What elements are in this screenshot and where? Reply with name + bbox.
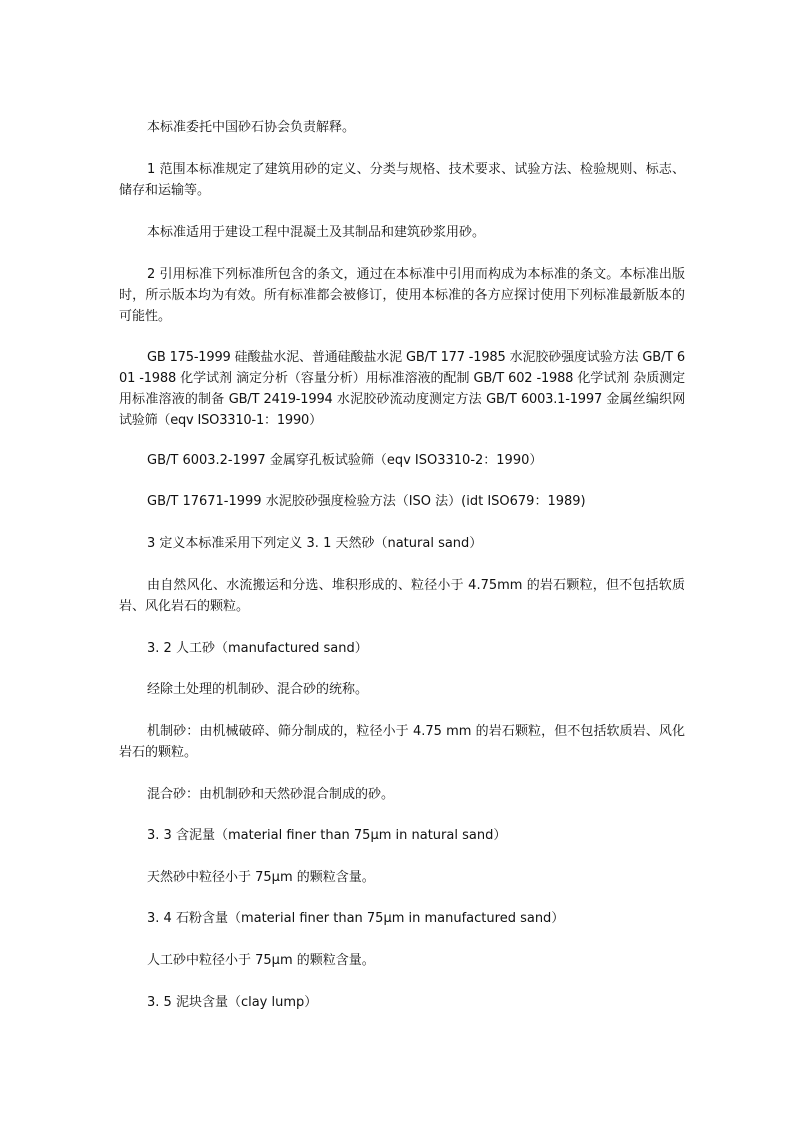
paragraph-stone-powder-desc: 人工砂中粒径小于 75μm 的颗粒含量。 [147,953,375,968]
paragraph-clay-lump-heading: 3. 5 泥块含量（clay lump） [147,995,318,1010]
paragraph-natural-sand-desc: 由自然风化、水流搬运和分选、堆积形成的、粒径小于 4.75mm 的岩石颗粒，但不包括软质岩、风化岩石的颗粒。 [119,578,685,614]
paragraph-normative-references: 2 引用标准下列标准所包含的条文，通过在本标准中引用而构成为本标准的条文。本标准出版时，所示版本均为有效。所有标准都会被修订，使用本标准的各方应探讨使用下列标准最新版本的可能性。 [119,267,685,324]
paragraph-definitions-natural-sand: 3 定义本标准采用下列定义 3. 1 天然砂（natural sand） [147,536,483,551]
paragraph-standard-17671: GB/T 17671-1999 水泥胶砂强度检验方法（ISO 法）(idt ISO679：1989) [147,494,586,509]
paragraph-mud-content-heading: 3. 3 含泥量（material finer than 75μm in natural sand） [147,828,507,843]
paragraph-stone-powder-heading: 3. 4 石粉含量（material finer than 75μm in manufactured sand） [147,911,565,926]
paragraph-mixed-sand: 混合砂：由机制砂和天然砂混合制成的砂。 [147,787,395,802]
paragraph-standard-list: GB 175-1999 硅酸盐水泥、普通硅酸盐水泥 GB/T 177 -1985 水泥胶砂强度试验方法 GB/T 601 -1988 化学试剂 滴定分析（容量分析）用标准溶液的配制 GB/T 602 -1988 化学试剂 杂质测定用标准溶液的制备 GB/T 2419-1994 水泥胶砂流动度测定方法 GB/T 6003.1-1997 金属丝编织网试验筛（eqv ISO3310-1：1990） [119,350,685,428]
paragraph-machine-made-sand: 机制砂：由机械破碎、筛分制成的，粒径小于 4.75 mm 的岩石颗粒，但不包括软质岩、风化岩石的颗粒。 [119,724,685,760]
paragraph-applicability: 本标准适用于建设工程中混凝土及其制品和建筑砂浆用砂。 [147,225,486,240]
paragraph-manufactured-sand-desc: 经除土处理的机制砂、混合砂的统称。 [147,682,369,697]
paragraph-scope: 1 范围本标准规定了建筑用砂的定义、分类与规格、技术要求、试验方法、检验规则、标志、储存和运输等。 [119,162,685,198]
paragraph-standard-6003-2: GB/T 6003.2-1997 金属穿孔板试验筛（eqv ISO3310-2：1990） [147,453,543,468]
paragraph-mud-content-desc: 天然砂中粒径小于 75μm 的颗粒含量。 [147,870,375,885]
paragraph-interpretation: 本标准委托中国砂石协会负责解释。 [147,120,356,135]
paragraph-manufactured-sand-heading: 3. 2 人工砂（manufactured sand） [147,641,368,656]
